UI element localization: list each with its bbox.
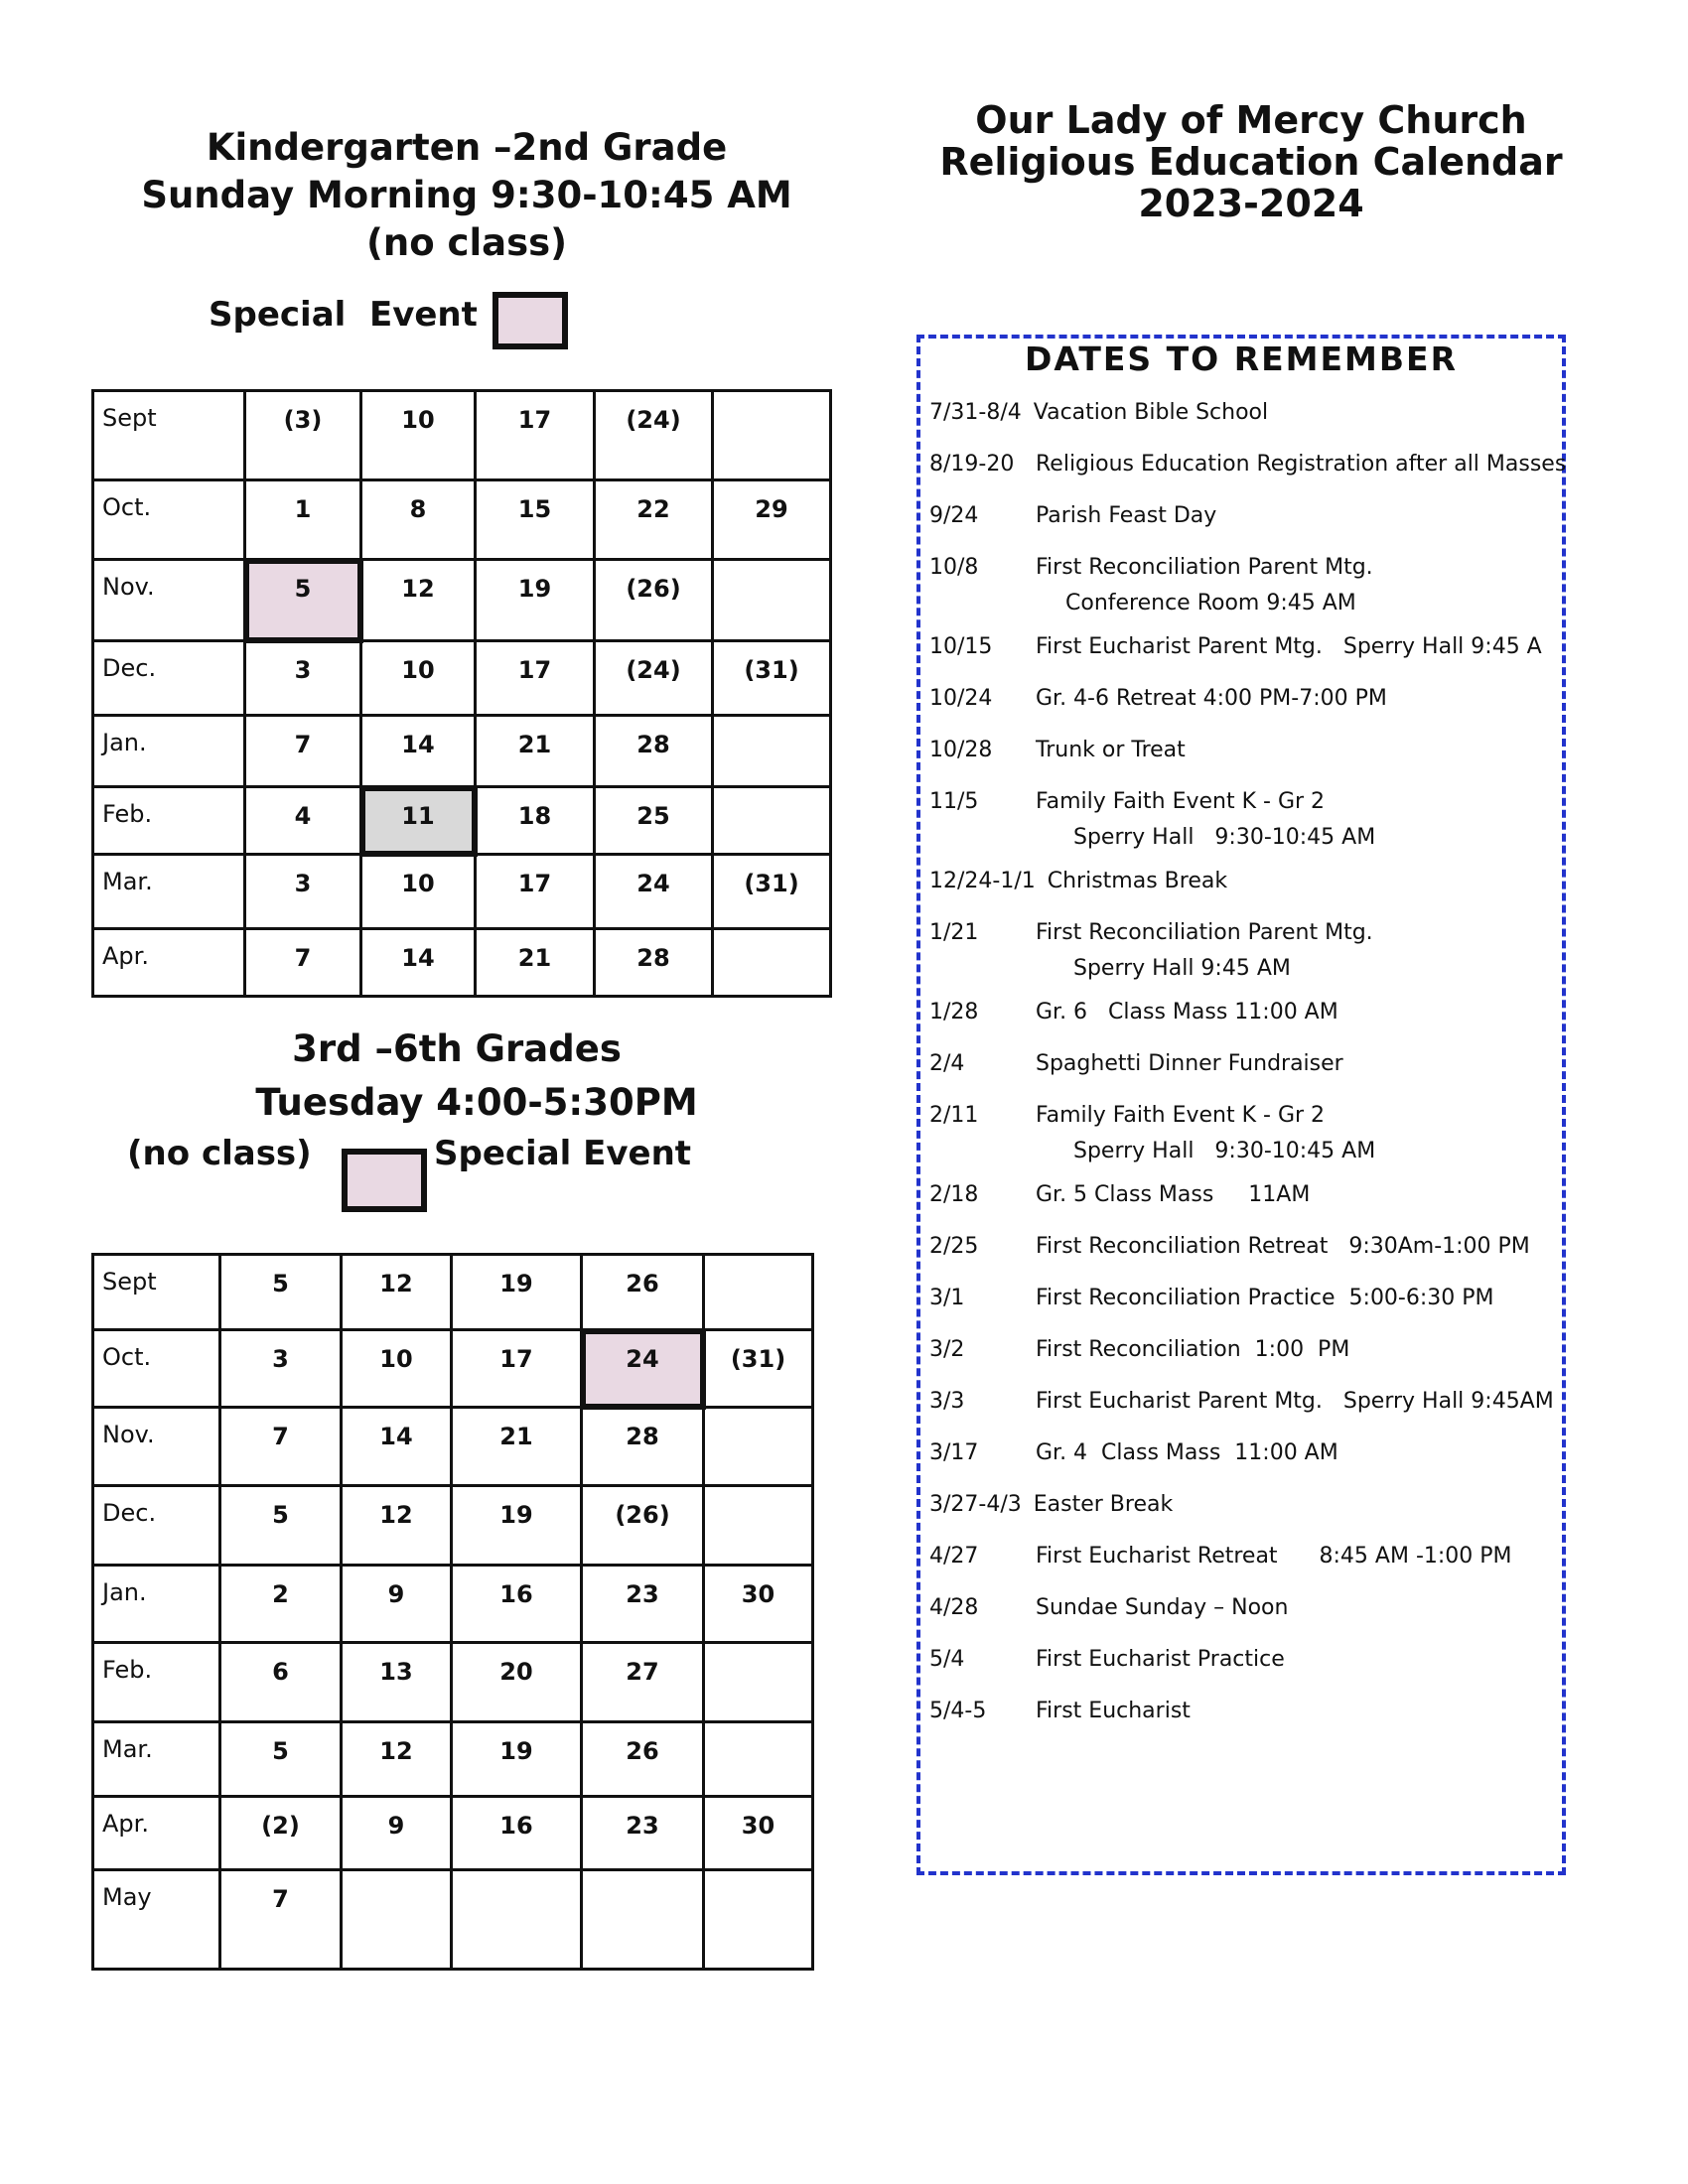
date-item-description: Gr. 5 Class Mass 11AM xyxy=(1036,1182,1311,1207)
calendar-day-cell: (3) xyxy=(245,391,361,480)
calendar-day-cell: (31) xyxy=(713,641,831,716)
calendar-day-cell xyxy=(713,787,831,855)
calendar-day-cell xyxy=(342,1870,452,1970)
calendar-day-cell xyxy=(704,1722,813,1797)
calendar-day-cell: 29 xyxy=(713,480,831,560)
date-item-description: First Eucharist Practice xyxy=(1036,1647,1285,1672)
calendar-day-cell xyxy=(704,1643,813,1722)
date-item xyxy=(929,555,1373,615)
grades-no-class-label: (no class) xyxy=(127,1134,312,1173)
date-item-detail: Sperry Hall 9:30-10:45 AM xyxy=(1073,1139,1376,1163)
date-item-description: Vacation Bible School xyxy=(1033,400,1269,425)
calendar-day-cell: 10 xyxy=(361,855,476,929)
calendar-day-cell: 12 xyxy=(342,1486,452,1566)
date-item xyxy=(929,738,1186,762)
date-item-description: Easter Break xyxy=(1033,1492,1174,1517)
date-item-detail: Conference Room 9:45 AM xyxy=(1065,591,1356,615)
grades-special-event-swatch xyxy=(342,1149,427,1212)
calendar-day-cell: 14 xyxy=(361,716,476,787)
calendar-day-cell: 6 xyxy=(220,1643,342,1722)
date-item-description: Trunk or Treat xyxy=(1036,738,1186,762)
date-item-description: First Reconciliation Practice 5:00-6:30 PM xyxy=(1036,1286,1494,1310)
month-label: Oct. xyxy=(93,1330,220,1408)
calendar-day-cell: 5 xyxy=(220,1486,342,1566)
dates-to-remember-heading: DATES TO REMEMBER xyxy=(1024,340,1458,378)
calendar-day-cell: 16 xyxy=(452,1797,582,1870)
calendar-row xyxy=(93,1566,813,1643)
title-line-3: 2023-2024 xyxy=(1138,182,1364,225)
calendar-day-cell xyxy=(582,1870,704,1970)
date-item xyxy=(929,634,1542,659)
calendar-day-cell: 8 xyxy=(361,480,476,560)
date-item-description: Christmas Break xyxy=(1047,869,1228,893)
calendar-row xyxy=(93,716,831,787)
date-item-date: 2/4 xyxy=(929,1051,965,1076)
date-item-description: Family Faith Event K - Gr 2 xyxy=(1036,789,1326,814)
calendar-day-cell: 9 xyxy=(342,1797,452,1870)
calendar-day-cell: 21 xyxy=(476,716,595,787)
calendar-day-cell xyxy=(452,1870,582,1970)
date-item-date: 10/15 xyxy=(929,634,993,659)
calendar-day-cell: 17 xyxy=(452,1330,582,1408)
date-item xyxy=(929,1337,1350,1362)
date-item xyxy=(929,1182,1311,1207)
calendar-row xyxy=(93,1255,813,1330)
date-item xyxy=(929,1000,1338,1024)
calendar-day-cell xyxy=(704,1408,813,1486)
calendar-day-cell: 20 xyxy=(452,1643,582,1722)
date-item-date: 10/28 xyxy=(929,738,993,762)
date-item xyxy=(929,1544,1512,1569)
date-item-description: Family Faith Event K - Gr 2 xyxy=(1036,1103,1326,1128)
month-label: Feb. xyxy=(93,1643,220,1722)
kinder-special-event-swatch xyxy=(492,292,568,349)
calendar-day-cell: (24) xyxy=(595,391,713,480)
date-item-description: First Eucharist Parent Mtg. Sperry Hall 9:45AM xyxy=(1036,1389,1554,1414)
calendar-day-cell: 25 xyxy=(595,787,713,855)
month-label: Nov. xyxy=(93,560,245,641)
date-item-date: 3/1 xyxy=(929,1286,965,1310)
calendar-day-cell: 30 xyxy=(704,1797,813,1870)
calendar-day-cell: 22 xyxy=(595,480,713,560)
calendar-day-cell: 7 xyxy=(245,716,361,787)
date-item-description: Gr. 4 Class Mass 11:00 AM xyxy=(1036,1440,1338,1465)
calendar-day-cell: 5 xyxy=(220,1255,342,1330)
month-label: Sept xyxy=(93,391,245,480)
month-label: Oct. xyxy=(93,480,245,560)
calendar-day-cell: 10 xyxy=(342,1330,452,1408)
date-item-date: 7/31-8/4 xyxy=(929,400,1022,425)
date-item-description: Religious Education Registration after all Masses xyxy=(1036,452,1567,477)
date-item xyxy=(929,400,1268,425)
calendar-day-cell: 12 xyxy=(342,1722,452,1797)
date-item-description: First Reconciliation Parent Mtg. xyxy=(1036,555,1373,580)
calendar-day-cell: 4 xyxy=(245,787,361,855)
calendar-day-cell: 1 xyxy=(245,480,361,560)
date-item-date: 3/2 xyxy=(929,1337,965,1362)
calendar-row xyxy=(93,1870,813,1970)
date-item xyxy=(929,920,1373,981)
date-item-date: 5/4-5 xyxy=(929,1699,987,1723)
date-item-description: First Reconciliation 1:00 PM xyxy=(1036,1337,1350,1362)
month-label: Nov. xyxy=(93,1408,220,1486)
grades-heading xyxy=(119,1023,794,1130)
date-item xyxy=(929,1440,1338,1465)
calendar-day-cell: 18 xyxy=(476,787,595,855)
month-label: May xyxy=(93,1870,220,1970)
date-item-date: 11/5 xyxy=(929,789,979,814)
date-item-date: 3/17 xyxy=(929,1440,979,1465)
date-item xyxy=(929,1051,1343,1076)
calendar-day-cell: 2 xyxy=(220,1566,342,1643)
calendar-day-cell: 3 xyxy=(245,855,361,929)
calendar-day-cell: 14 xyxy=(361,929,476,997)
date-item xyxy=(929,869,1227,893)
calendar-day-cell: 26 xyxy=(582,1722,704,1797)
calendar-day-cell xyxy=(704,1870,813,1970)
date-item-description: First Eucharist Retreat 8:45 AM -1:00 PM xyxy=(1036,1544,1512,1569)
calendar-day-cell xyxy=(713,929,831,997)
date-item-date: 8/19-20 xyxy=(929,452,1015,477)
calendar-row xyxy=(93,1408,813,1486)
calendar-day-cell: 14 xyxy=(342,1408,452,1486)
kinder-legend-label: Special Event xyxy=(209,295,478,335)
month-label: Dec. xyxy=(93,641,245,716)
calendar-day-cell: 27 xyxy=(582,1643,704,1722)
calendar-day-cell: 23 xyxy=(582,1797,704,1870)
date-item xyxy=(929,1286,1494,1310)
calendar-day-cell: 7 xyxy=(220,1870,342,1970)
calendar-row xyxy=(93,641,831,716)
special-event-day-cell: 24 xyxy=(582,1330,704,1408)
month-label: Mar. xyxy=(93,855,245,929)
date-item xyxy=(929,1647,1285,1672)
calendar-day-cell: 19 xyxy=(452,1255,582,1330)
special-event-day-cell: 11 xyxy=(361,787,476,855)
date-item-description: Gr. 6 Class Mass 11:00 AM xyxy=(1036,1000,1338,1024)
date-item xyxy=(929,452,1567,477)
calendar-day-cell: 16 xyxy=(452,1566,582,1643)
calendar-row xyxy=(93,480,831,560)
calendar-row xyxy=(93,929,831,997)
date-item-description: Parish Feast Day xyxy=(1036,503,1217,528)
calendar-day-cell: 28 xyxy=(595,716,713,787)
calendar-day-cell: 3 xyxy=(245,641,361,716)
date-item xyxy=(929,1103,1376,1163)
calendar-day-cell: (2) xyxy=(220,1797,342,1870)
month-label: Dec. xyxy=(93,1486,220,1566)
date-item xyxy=(929,686,1387,711)
calendar-day-cell: 19 xyxy=(452,1486,582,1566)
date-item-date: 10/8 xyxy=(929,555,979,580)
date-item-date: 4/28 xyxy=(929,1595,979,1620)
date-item-description: First Eucharist xyxy=(1036,1699,1191,1723)
calendar-day-cell: 13 xyxy=(342,1643,452,1722)
date-item-description: Gr. 4-6 Retreat 4:00 PM-7:00 PM xyxy=(1036,686,1387,711)
calendar-day-cell: 15 xyxy=(476,480,595,560)
calendar-day-cell: 19 xyxy=(452,1722,582,1797)
date-item-date: 2/18 xyxy=(929,1182,979,1207)
month-label: Jan. xyxy=(93,1566,220,1643)
title-line-1: Our Lady of Mercy Church xyxy=(975,98,1527,142)
calendar-day-cell: 3 xyxy=(220,1330,342,1408)
calendar-day-cell: 24 xyxy=(595,855,713,929)
calendar-row xyxy=(93,1797,813,1870)
month-label: Mar. xyxy=(93,1722,220,1797)
calendar-day-cell: (26) xyxy=(595,560,713,641)
date-item xyxy=(929,1699,1191,1723)
month-label: Jan. xyxy=(93,716,245,787)
calendar-title xyxy=(923,99,1579,224)
date-item-detail: Sperry Hall 9:30-10:45 AM xyxy=(1073,825,1376,850)
calendar-row xyxy=(93,1330,813,1408)
calendar-day-cell: 12 xyxy=(361,560,476,641)
date-item xyxy=(929,1492,1173,1517)
month-label: Sept xyxy=(93,1255,220,1330)
kinder-heading xyxy=(119,124,814,267)
date-item-date: 1/28 xyxy=(929,1000,979,1024)
date-item-detail: Sperry Hall 9:45 AM xyxy=(1073,956,1291,981)
calendar-row xyxy=(93,1486,813,1566)
calendar-day-cell: 5 xyxy=(220,1722,342,1797)
calendar-day-cell: 21 xyxy=(476,929,595,997)
calendar-day-cell: 17 xyxy=(476,641,595,716)
month-label: Feb. xyxy=(93,787,245,855)
date-item-date: 5/4 xyxy=(929,1647,965,1672)
calendar-day-cell: 9 xyxy=(342,1566,452,1643)
date-item xyxy=(929,789,1376,850)
date-item-date: 2/25 xyxy=(929,1234,979,1259)
calendar-row xyxy=(93,1643,813,1722)
grades-heading-line-2: Tuesday 4:00-5:30PM xyxy=(255,1081,698,1124)
date-item-description: Sundae Sunday – Noon xyxy=(1036,1595,1289,1620)
calendar-day-cell: (26) xyxy=(582,1486,704,1566)
date-item-description: First Reconciliation Retreat 9:30Am-1:00 PM xyxy=(1036,1234,1530,1259)
calendar-row xyxy=(93,855,831,929)
date-item-description: First Eucharist Parent Mtg. Sperry Hall 9:45 A xyxy=(1036,634,1542,659)
calendar-day-cell xyxy=(704,1255,813,1330)
calendar-day-cell xyxy=(713,716,831,787)
calendar-row xyxy=(93,787,831,855)
kinder-no-class-label: (no class) xyxy=(365,221,568,264)
kinder-calendar-table xyxy=(91,389,832,998)
month-label: Apr. xyxy=(93,929,245,997)
calendar-day-cell xyxy=(713,560,831,641)
calendar-day-cell: (31) xyxy=(704,1330,813,1408)
grades-calendar-table xyxy=(91,1253,814,1971)
date-item-date: 1/21 xyxy=(929,920,979,945)
calendar-day-cell: 10 xyxy=(361,641,476,716)
calendar-day-cell: (24) xyxy=(595,641,713,716)
date-item-description: Spaghetti Dinner Fundraiser xyxy=(1036,1051,1343,1076)
month-label: Apr. xyxy=(93,1797,220,1870)
date-item-date: 2/11 xyxy=(929,1103,979,1128)
calendar-day-cell: 28 xyxy=(582,1408,704,1486)
calendar-day-cell: 28 xyxy=(595,929,713,997)
date-item-date: 10/24 xyxy=(929,686,993,711)
calendar-row xyxy=(93,1722,813,1797)
date-item-description: First Reconciliation Parent Mtg. xyxy=(1036,920,1373,945)
date-item xyxy=(929,1595,1289,1620)
calendar-day-cell: 17 xyxy=(476,855,595,929)
calendar-day-cell: 19 xyxy=(476,560,595,641)
calendar-day-cell: 7 xyxy=(245,929,361,997)
grades-legend-label: Special Event xyxy=(434,1134,692,1173)
date-item xyxy=(929,503,1217,528)
calendar-day-cell: 30 xyxy=(704,1566,813,1643)
date-item-date: 4/27 xyxy=(929,1544,979,1569)
calendar-day-cell: 17 xyxy=(476,391,595,480)
date-item xyxy=(929,1234,1530,1259)
calendar-row xyxy=(93,391,831,480)
calendar-day-cell: 10 xyxy=(361,391,476,480)
kinder-heading-line-1: Kindergarten –2nd Grade xyxy=(206,126,728,169)
grades-heading-line-1: 3rd –6th Grades xyxy=(292,1027,622,1070)
calendar-day-cell: (31) xyxy=(713,855,831,929)
date-item-date: 9/24 xyxy=(929,503,979,528)
date-item-date: 3/27-4/3 xyxy=(929,1492,1022,1517)
title-line-2: Religious Education Calendar xyxy=(939,140,1563,184)
calendar-day-cell: 7 xyxy=(220,1408,342,1486)
special-event-day-cell: 5 xyxy=(245,560,361,641)
calendar-day-cell xyxy=(713,391,831,480)
date-item xyxy=(929,1389,1554,1414)
calendar-row xyxy=(93,560,831,641)
calendar-day-cell: 26 xyxy=(582,1255,704,1330)
calendar-day-cell: 21 xyxy=(452,1408,582,1486)
date-item-date: 12/24-1/1 xyxy=(929,869,1036,893)
calendar-day-cell: 23 xyxy=(582,1566,704,1643)
kinder-heading-line-2: Sunday Morning 9:30-10:45 AM xyxy=(141,174,792,216)
date-item-date: 3/3 xyxy=(929,1389,965,1414)
calendar-day-cell: 12 xyxy=(342,1255,452,1330)
calendar-day-cell xyxy=(704,1486,813,1566)
